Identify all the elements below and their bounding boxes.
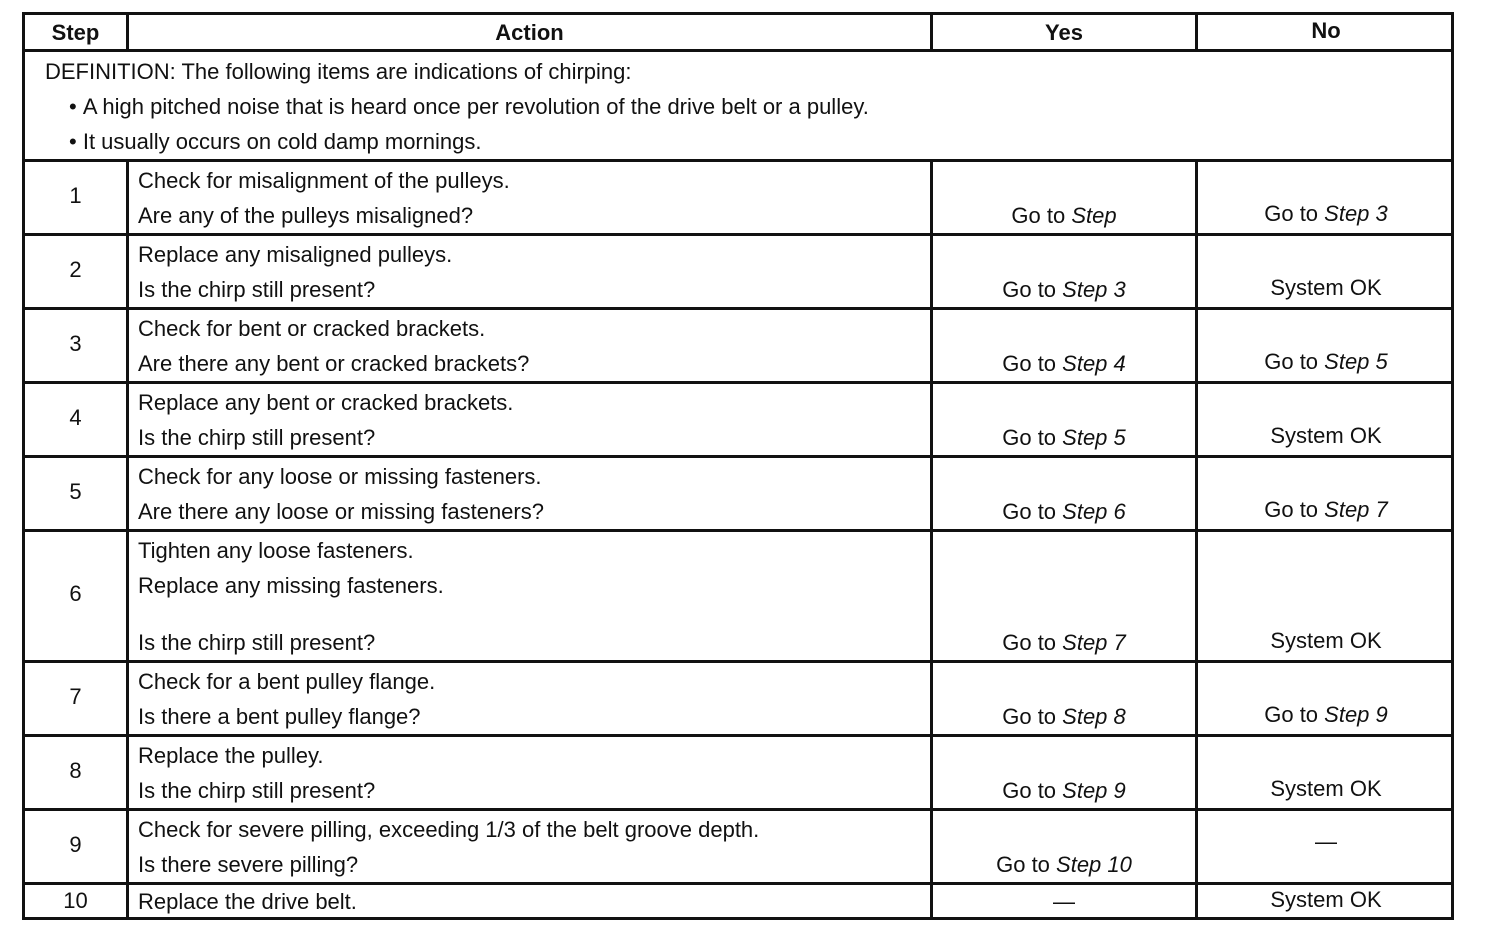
- step-number: 5: [69, 479, 82, 504]
- yes-cell-text: Go to: [1002, 425, 1063, 450]
- action-line: Is there a bent pulley flange?: [138, 704, 421, 729]
- action-line: Replace the pulley.: [138, 743, 324, 768]
- no-step-ref: Step 3: [1324, 201, 1388, 226]
- row-divider: [25, 233, 1451, 236]
- yes-step-ref: Step: [1071, 203, 1117, 228]
- no-cell-text: Go to: [1264, 201, 1325, 226]
- definition-block: [25, 52, 1451, 159]
- no-step-ref: Step 7: [1324, 497, 1388, 522]
- yes-cell-text: Go to: [1002, 277, 1063, 302]
- step-number: 3: [69, 331, 82, 356]
- yes-cell-text: —: [1053, 889, 1075, 914]
- yes-cell: [933, 425, 1195, 451]
- yes-step-ref: Step 9: [1062, 778, 1126, 803]
- header-action: Action: [495, 20, 564, 45]
- yes-step-ref: Step 5: [1062, 425, 1126, 450]
- action-line: Is the chirp still present?: [138, 778, 376, 803]
- header-step: Step: [51, 20, 100, 45]
- yes-cell: [933, 499, 1195, 525]
- row-divider: [25, 882, 1451, 885]
- row-divider: [25, 529, 1451, 532]
- step-number: 1: [69, 183, 82, 208]
- header-yes: Yes: [1045, 20, 1083, 45]
- no-cell-text: System OK: [1270, 628, 1382, 653]
- step-number: 4: [69, 405, 82, 430]
- yes-step-ref: Step 4: [1062, 351, 1126, 376]
- no-cell: [1198, 423, 1454, 449]
- action-line: Is the chirp still present?: [138, 425, 376, 450]
- step-number: 7: [69, 684, 82, 709]
- yes-cell: [933, 277, 1195, 303]
- action-line: Check for any loose or missing fasteners.: [138, 464, 542, 489]
- yes-cell: [933, 889, 1195, 915]
- action-line: Replace any bent or cracked brackets.: [138, 390, 514, 415]
- no-cell-text: System OK: [1270, 423, 1382, 448]
- action-line: Is there severe pilling?: [138, 852, 359, 877]
- action-line: Replace the drive belt.: [138, 889, 357, 914]
- step-number: 6: [69, 581, 82, 606]
- row-divider: [25, 307, 1451, 310]
- definition-bullet-2: [69, 129, 481, 155]
- step-number: 9: [69, 832, 82, 857]
- yes-cell-text: Go to: [1011, 203, 1072, 228]
- row-divider: [25, 808, 1451, 811]
- action-line: Are there any bent or cracked brackets?: [138, 351, 530, 376]
- no-cell-text: System OK: [1270, 275, 1382, 300]
- definition-bullet-1: [69, 94, 869, 120]
- row-divider: [25, 159, 1451, 162]
- no-cell: [1198, 349, 1454, 375]
- step-number: 2: [69, 257, 82, 282]
- yes-step-ref: Step 3: [1062, 277, 1126, 302]
- no-cell-text: System OK: [1270, 887, 1382, 912]
- bullet-icon: •: [69, 94, 83, 119]
- action-line: Check for a bent pulley flange.: [138, 669, 436, 694]
- no-cell: [1198, 702, 1454, 728]
- no-cell: [1198, 887, 1454, 913]
- step-number: 10: [63, 888, 88, 913]
- no-cell-text: —: [1315, 829, 1337, 854]
- no-cell: [1198, 497, 1454, 523]
- no-cell: [1198, 829, 1454, 855]
- bullet-text: A high pitched noise that is heard once per revolution of the drive belt or a pulley.: [82, 94, 869, 119]
- action-line: Are any of the pulleys misaligned?: [138, 203, 474, 228]
- definition-text: DEFINITION: The following items are indications of chirping:: [45, 59, 632, 84]
- bullet-text: It usually occurs on cold damp mornings.: [82, 129, 482, 154]
- yes-cell-text: Go to: [1002, 630, 1063, 655]
- yes-cell: [933, 704, 1195, 730]
- yes-cell: [933, 852, 1195, 878]
- action-line: Replace any misaligned pulleys.: [138, 242, 453, 267]
- no-step-ref: Step 9: [1324, 702, 1388, 727]
- action-line: Is the chirp still present?: [138, 630, 376, 655]
- no-cell-text: Go to: [1264, 497, 1325, 522]
- action-line: Replace any missing fasteners.: [138, 573, 444, 598]
- no-cell-text: Go to: [1264, 349, 1325, 374]
- action-line: Check for bent or cracked brackets.: [138, 316, 486, 341]
- no-cell: [1198, 275, 1454, 301]
- no-cell: [1198, 628, 1454, 654]
- yes-cell: [933, 630, 1195, 656]
- action-line: Tighten any loose fasteners.: [138, 538, 414, 563]
- row-divider: [25, 455, 1451, 458]
- no-cell-text: System OK: [1270, 776, 1382, 801]
- bullet-icon: •: [69, 129, 83, 154]
- yes-cell: [933, 203, 1195, 229]
- yes-step-ref: Step 6: [1062, 499, 1126, 524]
- yes-step-ref: Step 8: [1062, 704, 1126, 729]
- no-cell: [1198, 776, 1454, 802]
- action-line: Check for misalignment of the pulleys.: [138, 168, 510, 193]
- step-number: 8: [69, 758, 82, 783]
- action-line: Are there any loose or missing fasteners?: [138, 499, 544, 524]
- no-step-ref: Step 5: [1324, 349, 1388, 374]
- yes-cell: [933, 351, 1195, 377]
- yes-cell-text: Go to: [1002, 351, 1063, 376]
- yes-cell: [933, 778, 1195, 804]
- row-divider: [25, 660, 1451, 663]
- yes-cell-text: Go to: [1002, 499, 1063, 524]
- no-cell: [1198, 201, 1454, 227]
- action-line: Is the chirp still present?: [138, 277, 376, 302]
- yes-step-ref: Step 10: [1056, 852, 1132, 877]
- header-no: No: [1311, 18, 1341, 43]
- action-line: Check for severe pilling, exceeding 1/3 of the belt groove depth.: [138, 817, 760, 842]
- no-cell-text: Go to: [1264, 702, 1325, 727]
- row-divider: [25, 734, 1451, 737]
- yes-cell-text: Go to: [1002, 704, 1063, 729]
- yes-cell-text: Go to: [996, 852, 1057, 877]
- diagnostic-table: [22, 12, 1454, 920]
- row-divider: [25, 381, 1451, 384]
- yes-step-ref: Step 7: [1062, 630, 1126, 655]
- yes-cell-text: Go to: [1002, 778, 1063, 803]
